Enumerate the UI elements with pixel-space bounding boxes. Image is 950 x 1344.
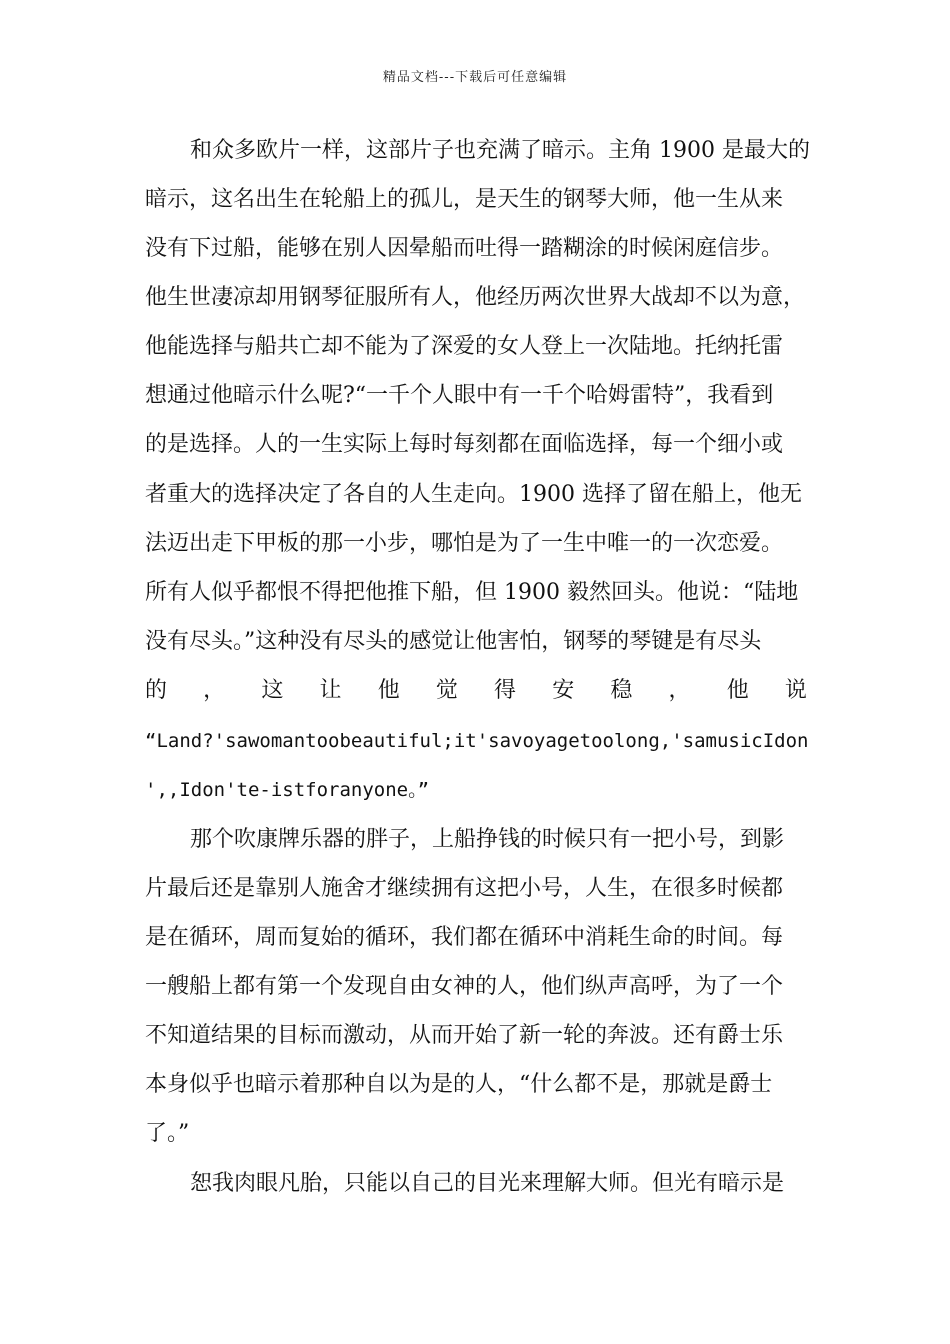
text-line: 没有尽头。”这种没有尽头的感觉让他害怕，钢琴的琴键是有尽头: [145, 629, 762, 654]
text-line: 者重大的选择决定了各自的人生走向。1900 选择了留在船上，他无: [145, 482, 802, 507]
justified-char: ，: [203, 678, 226, 703]
text-line: 他生世凄凉却用钢琴征服所有人，他经历两次世界大战却不以为意，: [145, 285, 806, 310]
text-line: 一艘船上都有第一个发现自由女神的人，他们纵声高呼，为了一个: [145, 974, 784, 999]
text-line: 那个吹康牌乐器的胖子，上船挣钱的时候只有一把小号，到影: [190, 827, 785, 852]
page-header: 精品文档---下载后可任意编辑: [382, 70, 568, 85]
text-line: 了。”: [145, 1121, 190, 1146]
justified-line: [145, 676, 807, 706]
justified-char: 得: [494, 678, 517, 703]
text-line: 暗示，这名出生在轮船上的孤儿，是天生的钢琴大师，他一生从来: [145, 187, 784, 212]
text-line: 恕我肉眼凡胎，只能以自己的目光来理解大师。但光有暗示是: [190, 1171, 785, 1196]
justified-char: 他: [726, 678, 749, 703]
text-line: 和众多欧片一样，这部片子也充满了暗示。主角 1900 是最大的: [190, 138, 810, 163]
english-quote-line: ',,Idon'te-istforanyone。”: [145, 779, 430, 801]
english-quote-line: “Land?'sawomantoobeautiful;it'savoyagetoolong,'samusicIdon: [145, 730, 809, 752]
text-line: 他能选择与船共亡却不能为了深爱的女人登上一次陆地。托纳托雷: [145, 334, 784, 359]
justified-char: 觉: [435, 678, 458, 703]
text-line: 片最后还是靠别人施舍才继续拥有这把小号，人生，在很多时候都: [145, 876, 784, 901]
justified-char: 的: [145, 678, 168, 703]
text-line: 是在循环，周而复始的循环，我们都在循环中消耗生命的时间。每: [145, 925, 784, 950]
text-line: 不知道结果的目标而激动，从而开始了新一轮的奔波。还有爵士乐: [145, 1023, 784, 1048]
text-line: 的是选择。人的一生实际上每时每刻都在面临选择，每一个细小或: [145, 432, 784, 457]
text-line: 所有人似乎都恨不得把他推下船，但 1900 毅然回头。他说：“陆地: [145, 580, 799, 605]
text-line: 本身似乎也暗示着那种自以为是的人，“什么都不是，那就是爵士: [145, 1072, 773, 1097]
justified-char: 说: [784, 678, 807, 703]
justified-char: 这: [261, 678, 284, 703]
justified-char: ，: [668, 678, 691, 703]
justified-char: 稳: [610, 678, 633, 703]
text-line: 没有下过船，能够在别人因晕船而吐得一踏糊涂的时候闲庭信步。: [145, 236, 784, 261]
text-line: 法迈出走下甲板的那一小步，哪怕是为了一生中唯一的一次恋爱。: [145, 531, 784, 556]
text-line: 想通过他暗示什么呢?“一千个人眼中有一千个哈姆雷特”，我看到: [145, 383, 774, 408]
justified-char: 让: [319, 678, 342, 703]
justified-char: 安: [552, 678, 575, 703]
justified-char: 他: [377, 678, 400, 703]
